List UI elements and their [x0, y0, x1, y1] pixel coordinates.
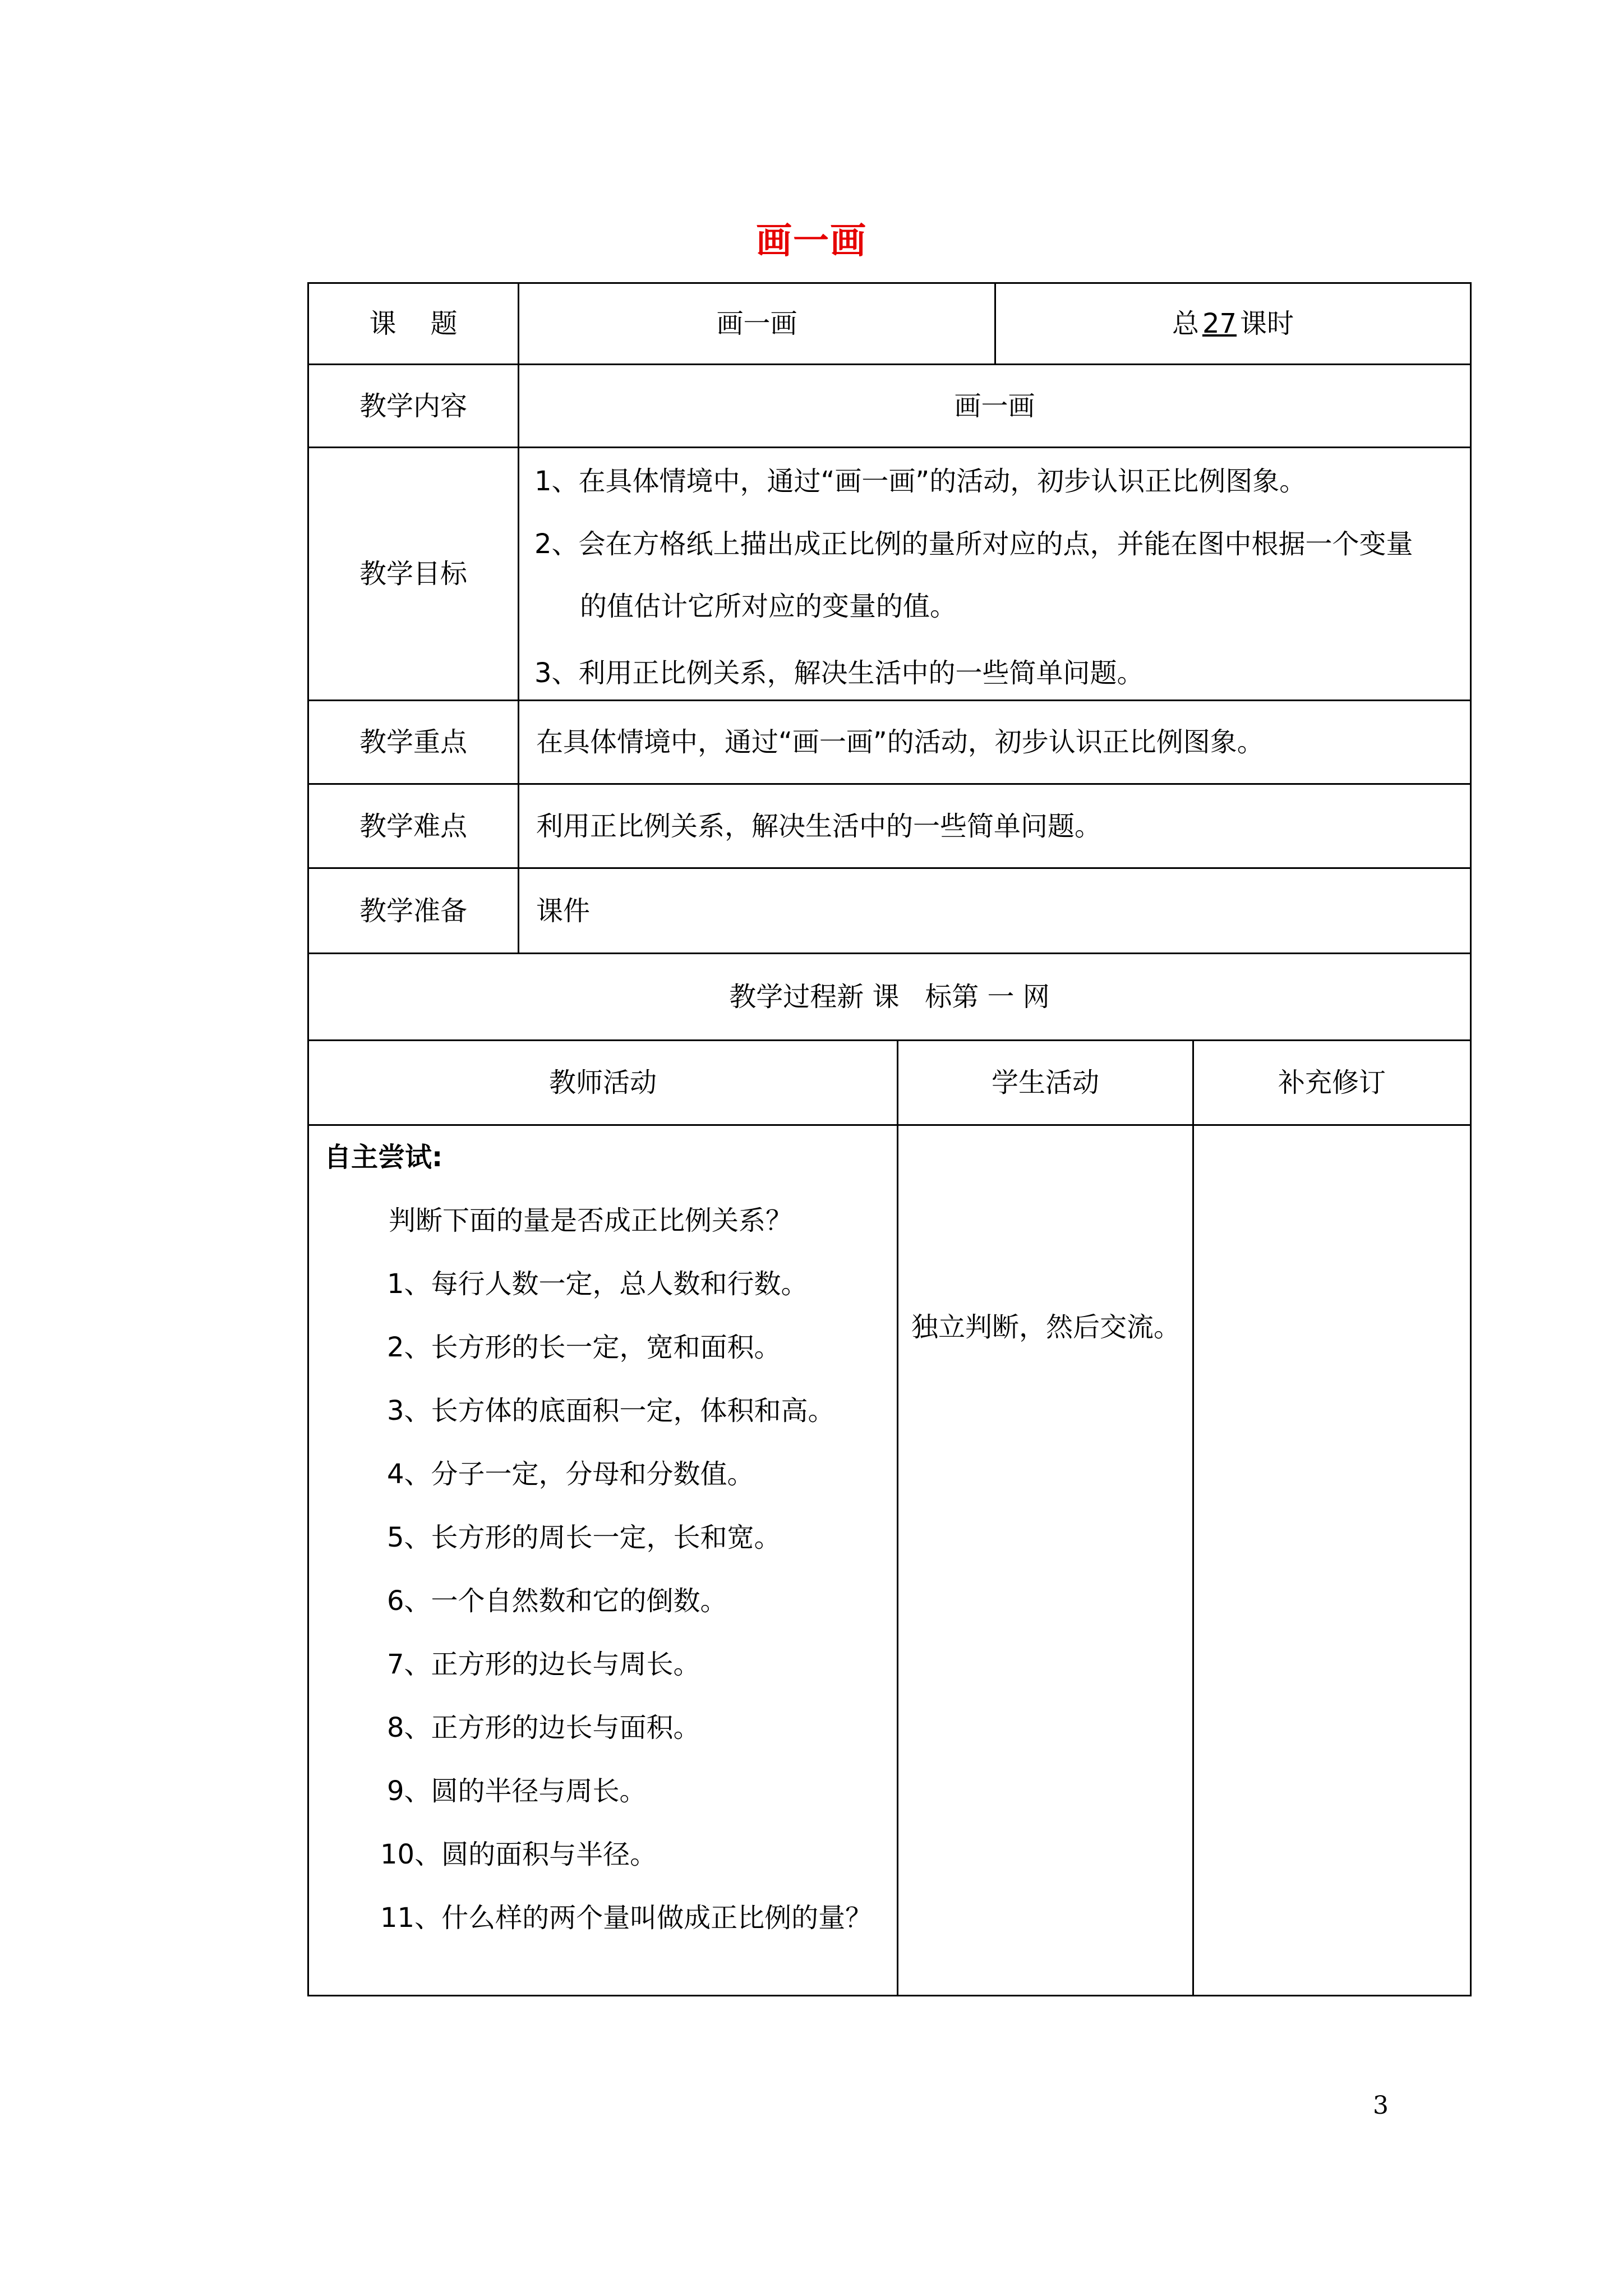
- teacher-line: 2、长方形的长一定，宽和面积。: [387, 1332, 781, 1363]
- teacher-student-divider: [897, 1039, 898, 1996]
- column-header-teacher: 教师活动: [548, 1067, 657, 1098]
- goal-line: 2、会在方格纸上描出成正比例的量所对应的点，并能在图中根据一个变量: [534, 528, 1413, 560]
- document-title: 画一画: [756, 220, 867, 262]
- teacher-line: 10、圆的面积与半径。: [380, 1839, 657, 1870]
- teacher-heading: 自主尝试:: [324, 1142, 443, 1173]
- lesson-count: [996, 284, 1470, 364]
- content-label: 教学内容: [359, 390, 467, 422]
- teacher-line: 1、每行人数一定，总人数和行数。: [387, 1268, 808, 1300]
- lesson-number: 27: [1202, 308, 1237, 339]
- teacher-line: 3、长方体的底面积一定，体积和高。: [387, 1395, 835, 1427]
- student-revision-divider: [1192, 1039, 1194, 1996]
- prep-label: 教学准备: [359, 895, 467, 927]
- teacher-line: 6、一个自然数和它的倒数。: [387, 1585, 727, 1617]
- key-label: 教学重点: [359, 726, 467, 758]
- goals-label: 教学目标: [359, 558, 467, 590]
- column-header-student: 学生活动: [991, 1067, 1099, 1098]
- teacher-line: 判断下面的量是否成正比例关系？: [389, 1205, 793, 1236]
- goal-line: 1、在具体情境中，通过“画一画”的活动，初步认识正比例图象。: [534, 466, 1307, 497]
- key-value: 在具体情境中，通过“画一画”的活动，初步认识正比例图象。: [536, 726, 1264, 758]
- teacher-line: 4、分子一定，分母和分数值。: [387, 1458, 754, 1490]
- row-divider: [307, 1124, 1472, 1126]
- content-value: 画一画: [954, 390, 1035, 422]
- difficulty-value: 利用正比例关系，解决生活中的一些简单问题。: [536, 810, 1102, 842]
- teacher-line: 9、圆的半径与周长。: [387, 1775, 647, 1807]
- teacher-line: 11、什么样的两个量叫做成正比例的量？: [380, 1902, 873, 1934]
- lesson-count-suffix: 课时: [1240, 308, 1294, 339]
- table-border-bottom: [307, 1995, 1472, 1996]
- table-border-right: [1470, 282, 1472, 1996]
- column-header-revision: 补充修订: [1278, 1067, 1386, 1098]
- prep-value: 课件: [536, 895, 591, 927]
- lesson-count-number: [1199, 310, 1240, 337]
- goal-line: 3、利用正比例关系，解决生活中的一些简单问题。: [534, 657, 1144, 689]
- process-header: 教学过程新 课 标第 一 网: [729, 981, 1050, 1013]
- teacher-line: 8、正方形的边长与面积。: [387, 1712, 700, 1743]
- teacher-line: 5、长方形的周长一定，长和宽。: [387, 1522, 781, 1553]
- teacher-line: 7、正方形的边长与周长。: [387, 1649, 700, 1680]
- goal-line: 的值估计它所对应的变量的值。: [580, 591, 957, 622]
- lesson-count-prefix: 总: [1172, 308, 1199, 339]
- topic-label: 课 题: [369, 308, 458, 339]
- student-activity: 独立判断，然后交流。: [911, 1312, 1181, 1343]
- difficulty-label: 教学难点: [359, 810, 467, 842]
- page-number: 3: [1373, 2091, 1389, 2120]
- topic-value: 画一画: [716, 308, 797, 339]
